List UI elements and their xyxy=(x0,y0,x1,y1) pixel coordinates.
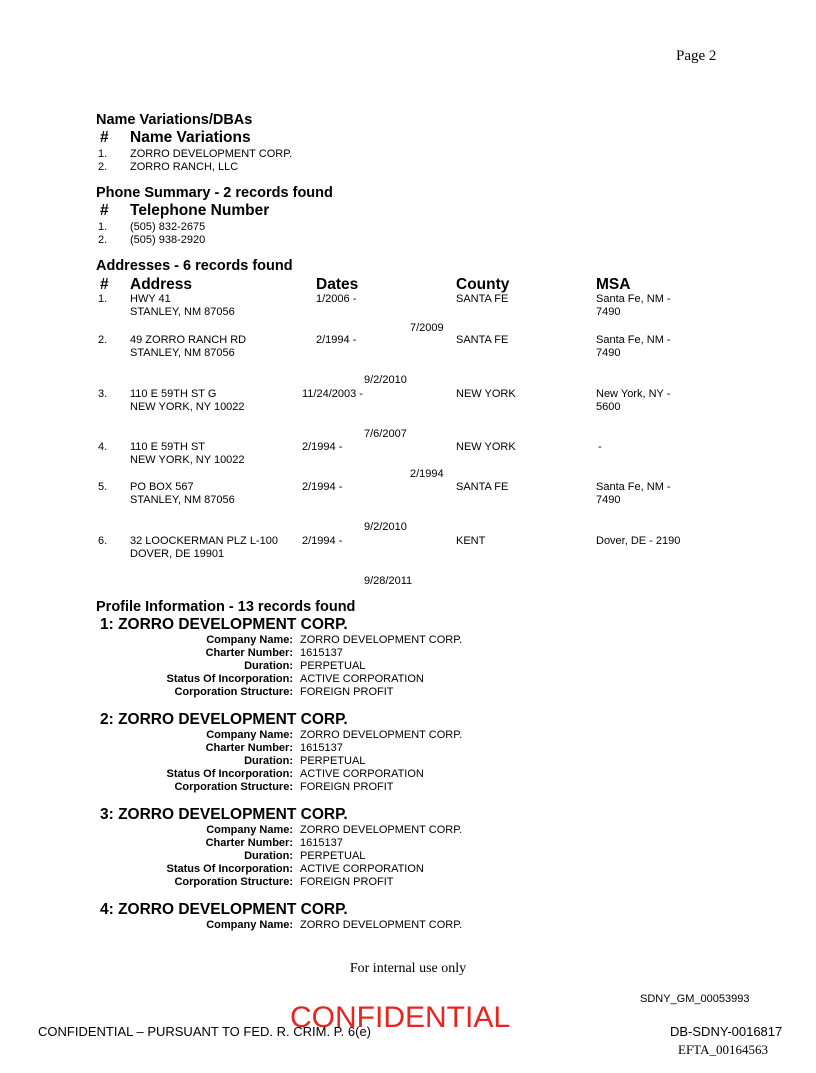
profile-record-title: 3: ZORRO DEVELOPMENT CORP. xyxy=(100,806,348,823)
address-county: SANTA FE xyxy=(456,334,509,346)
duration-value: PERPETUAL xyxy=(300,850,366,862)
address-row-num: 3. xyxy=(98,388,108,400)
status-value: ACTIVE CORPORATION xyxy=(300,673,424,685)
status-label: Status Of Incorporation: xyxy=(166,768,293,780)
address-msa: New York, NY - xyxy=(596,388,671,400)
structure-label: Corporation Structure: xyxy=(174,781,293,793)
profile-heading: Profile Information - 13 records found xyxy=(96,599,356,615)
company-name-label: Company Name: xyxy=(206,919,293,931)
address-row-num: 2. xyxy=(98,334,108,346)
address-msa-code: 7490 xyxy=(596,347,621,359)
address-line1: 110 E 59TH ST G xyxy=(130,388,217,400)
address-date-from: 1/2006 - xyxy=(316,293,357,305)
address-msa: Santa Fe, NM - xyxy=(596,334,671,346)
address-msa-code: 7490 xyxy=(596,306,621,318)
duration-value: PERPETUAL xyxy=(300,660,366,672)
structure-label: Corporation Structure: xyxy=(174,686,293,698)
address-line1: HWY 41 xyxy=(130,293,171,305)
address-date-to: 7/2009 xyxy=(410,322,444,334)
duration-label: Duration: xyxy=(244,755,293,767)
address-date-from: 11/24/2003 - xyxy=(302,388,363,400)
address-county: NEW YORK xyxy=(456,441,516,453)
duration-value: PERPETUAL xyxy=(300,755,366,767)
charter-number-value: 1615137 xyxy=(300,837,343,849)
address-msa-code: 7490 xyxy=(596,494,621,506)
efta-number: EFTA_00164563 xyxy=(678,1042,768,1057)
structure-value: FOREIGN PROFIT xyxy=(300,781,394,793)
address-line2: STANLEY, NM 87056 xyxy=(130,347,235,359)
name-variations-heading: Name Variations/DBAs xyxy=(96,112,253,128)
confidential-notice: CONFIDENTIAL – PURSUANT TO FED. R. CRIM. P. 6(e) xyxy=(38,1024,372,1039)
company-name-label: Company Name: xyxy=(206,824,293,836)
name-variations-col-num: # xyxy=(100,129,109,146)
list-item-num: 2. xyxy=(98,161,108,173)
phone-col-num: # xyxy=(100,202,109,219)
address-line1: PO BOX 567 xyxy=(130,481,194,493)
phone-summary-heading: Phone Summary - 2 records found xyxy=(96,185,333,201)
list-item-num: 1. xyxy=(98,221,108,233)
bates-db-number: DB-SDNY-0016817 xyxy=(670,1024,783,1039)
phone-col-title: Telephone Number xyxy=(130,202,270,219)
address-msa: Santa Fe, NM - xyxy=(596,481,671,493)
address-col-msa: MSA xyxy=(596,276,631,293)
bates-gm-number: SDNY_GM_00053993 xyxy=(640,993,750,1005)
address-row-num: 5. xyxy=(98,481,108,493)
duration-label: Duration: xyxy=(244,660,293,672)
phone-number: (505) 938-2920 xyxy=(130,234,206,246)
status-label: Status Of Incorporation: xyxy=(166,673,293,685)
address-line1: 110 E 59TH ST xyxy=(130,441,205,453)
company-name-value: ZORRO DEVELOPMENT CORP. xyxy=(300,634,463,646)
list-item-num: 2. xyxy=(98,234,108,246)
address-line2: DOVER, DE 19901 xyxy=(130,548,225,560)
profile-record-title: 1: ZORRO DEVELOPMENT CORP. xyxy=(100,616,348,633)
address-date-to: 9/28/2011 xyxy=(364,575,413,587)
list-item-name: ZORRO RANCH, LLC xyxy=(130,161,239,173)
company-name-value: ZORRO DEVELOPMENT CORP. xyxy=(300,824,463,836)
duration-label: Duration: xyxy=(244,850,293,862)
company-name-value: ZORRO DEVELOPMENT CORP. xyxy=(300,729,463,741)
structure-value: FOREIGN PROFIT xyxy=(300,876,394,888)
address-date-from: 2/1994 - xyxy=(316,334,357,346)
address-col-county: County xyxy=(456,276,510,293)
phone-number: (505) 832-2675 xyxy=(130,221,206,233)
company-name-value: ZORRO DEVELOPMENT CORP. xyxy=(300,919,463,931)
address-county: KENT xyxy=(456,535,486,547)
address-line2: NEW YORK, NY 10022 xyxy=(130,454,245,466)
profile-record-title: 4: ZORRO DEVELOPMENT CORP. xyxy=(100,901,348,918)
address-date-to: 7/6/2007 xyxy=(364,428,407,440)
address-date-to: 2/1994 xyxy=(410,468,444,480)
charter-number-label: Charter Number: xyxy=(205,647,293,659)
address-col-dates: Dates xyxy=(316,276,359,293)
address-date-from: 2/1994 - xyxy=(302,535,343,547)
charter-number-value: 1615137 xyxy=(300,742,343,754)
structure-label: Corporation Structure: xyxy=(174,876,293,888)
name-variations-col-title: Name Variations xyxy=(130,129,251,146)
status-label: Status Of Incorporation: xyxy=(166,863,293,875)
status-value: ACTIVE CORPORATION xyxy=(300,863,424,875)
addresses-heading: Addresses - 6 records found xyxy=(96,258,293,274)
address-row-num: 4. xyxy=(98,441,108,453)
address-row-num: 6. xyxy=(98,535,108,547)
address-col-address: Address xyxy=(130,276,193,293)
profile-record-title: 2: ZORRO DEVELOPMENT CORP. xyxy=(100,711,348,728)
company-name-label: Company Name: xyxy=(206,634,293,646)
page-number: Page 2 xyxy=(676,48,717,64)
address-line1: 32 LOOCKERMAN PLZ L-100 xyxy=(130,535,278,547)
address-date-from: 2/1994 - xyxy=(302,441,343,453)
status-value: ACTIVE CORPORATION xyxy=(300,768,424,780)
structure-value: FOREIGN PROFIT xyxy=(300,686,394,698)
charter-number-label: Charter Number: xyxy=(205,742,293,754)
address-date-to: 9/2/2010 xyxy=(364,374,407,386)
charter-number-value: 1615137 xyxy=(300,647,343,659)
address-msa: Dover, DE - 2190 xyxy=(596,535,681,547)
address-county: SANTA FE xyxy=(456,293,509,305)
address-msa: Santa Fe, NM - xyxy=(596,293,671,305)
address-date-from: 2/1994 - xyxy=(302,481,343,493)
address-line1: 49 ZORRO RANCH RD xyxy=(130,334,247,346)
address-date-to: 9/2/2010 xyxy=(364,521,407,533)
address-msa-code: 5600 xyxy=(596,401,621,413)
address-col-num: # xyxy=(100,276,109,293)
address-line2: STANLEY, NM 87056 xyxy=(130,306,235,318)
list-item-name: ZORRO DEVELOPMENT CORP. xyxy=(130,148,293,160)
address-line2: STANLEY, NM 87056 xyxy=(130,494,235,506)
address-county: SANTA FE xyxy=(456,481,509,493)
charter-number-label: Charter Number: xyxy=(205,837,293,849)
address-row-num: 1. xyxy=(98,293,108,305)
address-county: NEW YORK xyxy=(456,388,516,400)
address-msa: - xyxy=(598,441,602,453)
company-name-label: Company Name: xyxy=(206,729,293,741)
confidential-stamp: CONFIDENTIAL xyxy=(290,1001,511,1034)
internal-use-notice: For internal use only xyxy=(349,961,467,976)
list-item-num: 1. xyxy=(98,148,108,160)
address-line2: NEW YORK, NY 10022 xyxy=(130,401,245,413)
